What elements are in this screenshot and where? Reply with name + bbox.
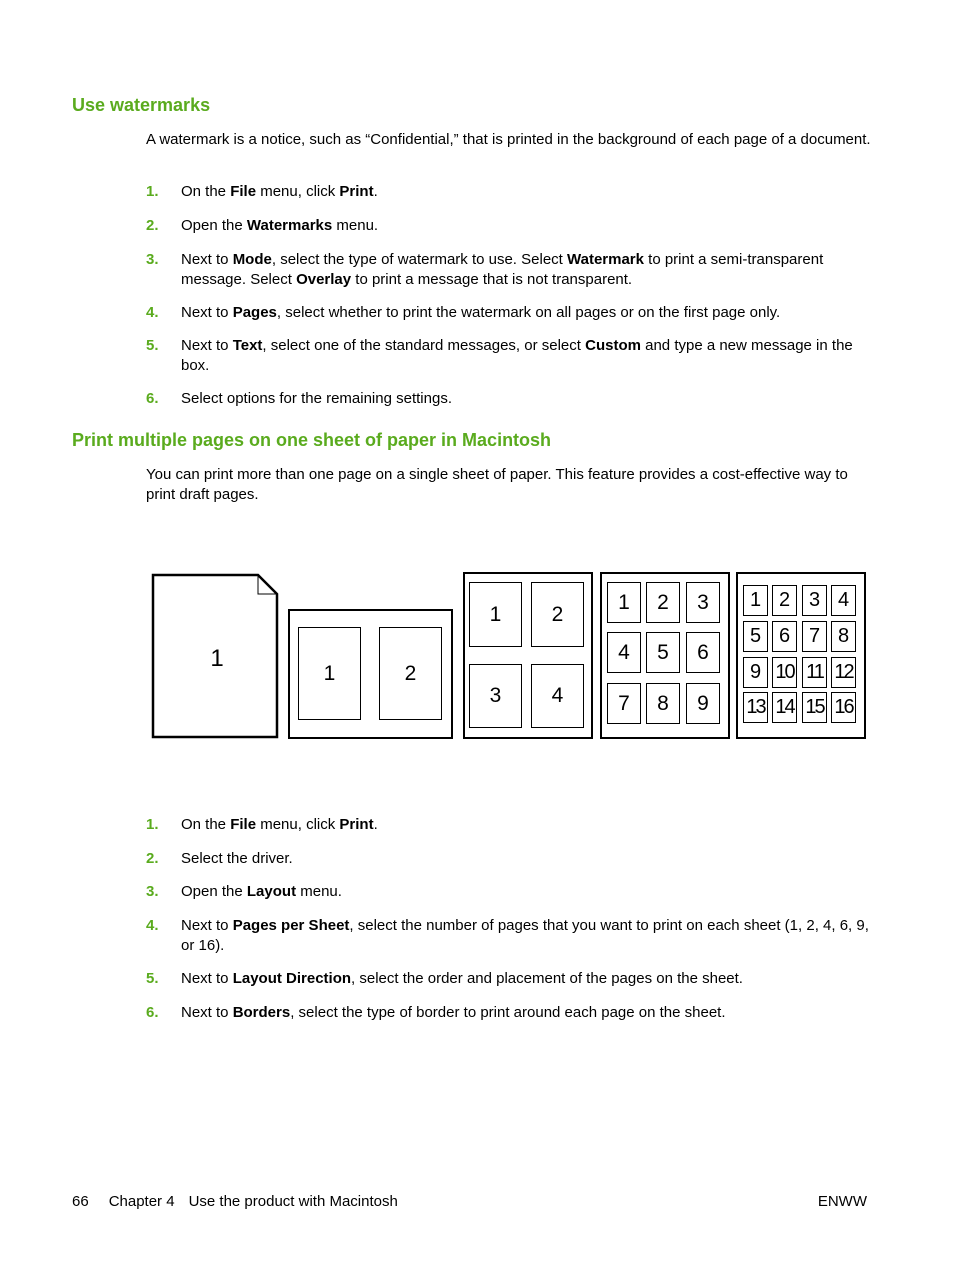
sheet-2-up — [288, 609, 453, 739]
step-number: 4. — [146, 917, 159, 934]
footer-chapter-title: Use the product with Macintosh — [188, 1193, 398, 1210]
step-number: 4. — [146, 304, 159, 321]
step-number: 2. — [146, 217, 159, 234]
sheet-16-page-3: 3 — [802, 585, 827, 616]
footer-right: ENWW — [817, 1193, 867, 1210]
sheet-16-page-12: 12 — [831, 657, 856, 688]
pages-per-sheet-figure — [150, 572, 866, 740]
step-text: On the File menu, click Print. — [181, 183, 378, 200]
sheet-16-page-13: 13 — [743, 692, 768, 723]
section-heading-watermarks: Use watermarks — [72, 95, 211, 115]
sheet-9-page-5: 5 — [646, 632, 680, 673]
step-number: 1. — [146, 183, 159, 200]
step-text: On the File menu, click Print. — [181, 816, 378, 833]
step-text: Next to Pages, select whether to print the watermark on all pages or on the first page only. — [181, 304, 781, 321]
sheet-16-page-7: 7 — [802, 621, 827, 652]
sheet-16-page-1: 1 — [743, 585, 768, 616]
sheet-4-page-4: 4 — [531, 664, 584, 728]
step-text: Open the Layout menu. — [181, 883, 342, 900]
step-text: Next to Borders, select the type of border to print around each page on the sheet. — [181, 1004, 726, 1021]
multiple-pages-intro: You can print more than one page on a single sheet of paper. This feature provides a cost-effective way to print draft pages. — [146, 466, 848, 503]
step-text: Next to Mode, select the type of watermark to use. Select Watermark to print a semi-transparent message. Select Overlay to print a message that is not transparent. — [181, 251, 824, 288]
step-text: Next to Pages per Sheet, select the number of pages that you want to print on each sheet (1, 2, 4, 6, 9, or 16). — [181, 917, 869, 954]
sheet-16-page-11: 11 — [802, 657, 827, 688]
sheet-16-page-6: 6 — [772, 621, 797, 652]
step-text: Next to Text, select one of the standard messages, or select Custom and type a new message in the box. — [181, 337, 853, 374]
sheet-4-page-3: 3 — [469, 664, 522, 728]
step-text: Next to Layout Direction, select the order and placement of the pages on the sheet. — [181, 970, 743, 987]
sheet-16-page-4: 4 — [831, 585, 856, 616]
sheet-4-page-1: 1 — [469, 582, 522, 647]
sheet-16-page-15: 15 — [802, 692, 827, 723]
sheet-16-page-5: 5 — [743, 621, 768, 652]
sheet-1-page-label: 1 — [210, 645, 224, 672]
sheet-9-page-7: 7 — [607, 683, 641, 724]
page-number: 66 — [72, 1193, 89, 1210]
watermarks-intro: A watermark is a notice, such as “Confidential,” that is printed in the background of each page of a document. — [146, 131, 871, 148]
sheet-9-page-2: 2 — [646, 582, 680, 623]
sheet-16-up — [736, 572, 866, 739]
sheet-16-page-16: 16 — [831, 692, 856, 723]
step-number: 6. — [146, 390, 159, 407]
sheet-9-page-6: 6 — [686, 632, 720, 673]
step-number: 5. — [146, 970, 159, 987]
sheet-9-page-4: 4 — [607, 632, 641, 673]
sheet-4-page-2: 2 — [531, 582, 584, 647]
sheet-9-page-3: 3 — [686, 582, 720, 623]
step-number: 1. — [146, 816, 159, 833]
footer-left — [72, 1193, 398, 1210]
sheet-2-page-1: 1 — [298, 627, 361, 720]
step-number: 3. — [146, 883, 159, 900]
footer-chapter: Chapter 4 — [108, 1193, 175, 1210]
step-number: 6. — [146, 1004, 159, 1021]
sheet-16-page-2: 2 — [772, 585, 797, 616]
step-number: 2. — [146, 850, 159, 867]
sheet-9-page-1: 1 — [607, 582, 641, 623]
sheet-4-up — [463, 572, 593, 739]
sheet-9-up — [600, 572, 730, 739]
sheet-16-page-8: 8 — [831, 621, 856, 652]
sheet-1-up — [150, 572, 280, 740]
section-heading-multiple-pages: Print multiple pages on one sheet of paper in Macintosh — [72, 430, 552, 450]
step-text: Select the driver. — [181, 850, 293, 867]
step-number: 5. — [146, 337, 159, 354]
sheet-9-page-9: 9 — [686, 683, 720, 724]
sheet-16-page-9: 9 — [743, 657, 768, 688]
sheet-9-page-8: 8 — [646, 683, 680, 724]
step-text: Select options for the remaining settings. — [181, 390, 452, 407]
step-text: Open the Watermarks menu. — [181, 217, 379, 234]
sheet-16-page-10: 10 — [772, 657, 797, 688]
sheet-16-page-14: 14 — [772, 692, 797, 723]
sheet-2-page-2: 2 — [379, 627, 442, 720]
step-number: 3. — [146, 251, 159, 268]
